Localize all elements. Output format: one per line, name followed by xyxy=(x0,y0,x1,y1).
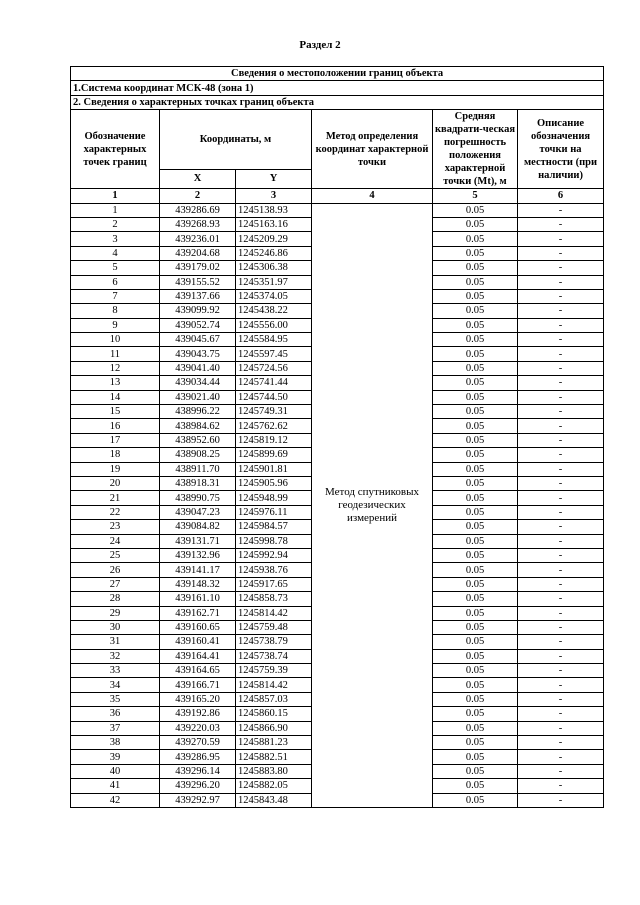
error-value: 0.05 xyxy=(433,419,518,433)
description-value: - xyxy=(518,563,604,577)
description-value: - xyxy=(518,635,604,649)
error-value: 0.05 xyxy=(433,433,518,447)
coord-x: 439164.41 xyxy=(160,649,236,663)
coord-x: 439084.82 xyxy=(160,520,236,534)
point-number: 26 xyxy=(71,563,160,577)
coord-y: 1245749.31 xyxy=(236,405,312,419)
description-value: - xyxy=(518,721,604,735)
point-number: 18 xyxy=(71,448,160,462)
error-value: 0.05 xyxy=(433,779,518,793)
coord-x: 438911.70 xyxy=(160,462,236,476)
coord-y: 1245759.39 xyxy=(236,664,312,678)
coord-x: 439166.71 xyxy=(160,678,236,692)
boundary-points-table xyxy=(70,66,604,808)
error-value: 0.05 xyxy=(433,635,518,649)
description-value: - xyxy=(518,736,604,750)
description-value: - xyxy=(518,232,604,246)
coord-y: 1245438.22 xyxy=(236,304,312,318)
error-value: 0.05 xyxy=(433,534,518,548)
description-value: - xyxy=(518,419,604,433)
point-number: 36 xyxy=(71,707,160,721)
error-value: 0.05 xyxy=(433,491,518,505)
error-value: 0.05 xyxy=(433,203,518,217)
coord-x: 439236.01 xyxy=(160,232,236,246)
col-number: 2 xyxy=(160,189,236,203)
error-value: 0.05 xyxy=(433,606,518,620)
coord-y: 1245814.42 xyxy=(236,606,312,620)
error-value: 0.05 xyxy=(433,376,518,390)
description-value: - xyxy=(518,620,604,634)
coord-x: 438952.60 xyxy=(160,433,236,447)
coord-y: 1245883.80 xyxy=(236,764,312,778)
coord-x: 439292.97 xyxy=(160,793,236,807)
coord-x: 439137.66 xyxy=(160,289,236,303)
coord-y: 1245556.00 xyxy=(236,318,312,332)
coord-y: 1245724.56 xyxy=(236,361,312,375)
description-value: - xyxy=(518,203,604,217)
point-number: 31 xyxy=(71,635,160,649)
coord-y: 1245209.29 xyxy=(236,232,312,246)
error-value: 0.05 xyxy=(433,721,518,735)
table-row xyxy=(71,203,604,217)
coord-x: 439131.71 xyxy=(160,534,236,548)
coord-y: 1245866.90 xyxy=(236,721,312,735)
coord-system: 1.Система координат МСК-48 (зона 1) xyxy=(71,81,604,95)
header-x: X xyxy=(160,169,236,188)
description-value: - xyxy=(518,505,604,519)
point-number: 1 xyxy=(71,203,160,217)
point-number: 13 xyxy=(71,376,160,390)
description-value: - xyxy=(518,361,604,375)
description-value: - xyxy=(518,779,604,793)
coord-x: 439155.52 xyxy=(160,275,236,289)
coord-x: 439052.74 xyxy=(160,318,236,332)
error-value: 0.05 xyxy=(433,793,518,807)
point-number: 5 xyxy=(71,261,160,275)
coord-y: 1245138.93 xyxy=(236,203,312,217)
point-number: 29 xyxy=(71,606,160,620)
coord-y: 1245882.05 xyxy=(236,779,312,793)
error-value: 0.05 xyxy=(433,577,518,591)
coord-y: 1245374.05 xyxy=(236,289,312,303)
description-value: - xyxy=(518,520,604,534)
point-number: 11 xyxy=(71,347,160,361)
error-value: 0.05 xyxy=(433,275,518,289)
error-value: 0.05 xyxy=(433,405,518,419)
error-value: 0.05 xyxy=(433,592,518,606)
error-value: 0.05 xyxy=(433,649,518,663)
point-number: 42 xyxy=(71,793,160,807)
coord-x: 439160.41 xyxy=(160,635,236,649)
description-value: - xyxy=(518,491,604,505)
coord-x: 439268.93 xyxy=(160,217,236,231)
coord-x: 439148.32 xyxy=(160,577,236,591)
coord-y: 1245246.86 xyxy=(236,246,312,260)
description-value: - xyxy=(518,261,604,275)
description-value: - xyxy=(518,577,604,591)
coord-x: 439286.95 xyxy=(160,750,236,764)
coord-y: 1245351.97 xyxy=(236,275,312,289)
coord-y: 1245584.95 xyxy=(236,333,312,347)
point-number: 12 xyxy=(71,361,160,375)
coord-y: 1245860.15 xyxy=(236,707,312,721)
description-value: - xyxy=(518,289,604,303)
error-value: 0.05 xyxy=(433,563,518,577)
coord-x: 438996.22 xyxy=(160,405,236,419)
description-value: - xyxy=(518,390,604,404)
description-value: - xyxy=(518,448,604,462)
error-value: 0.05 xyxy=(433,707,518,721)
coord-y: 1245917.65 xyxy=(236,577,312,591)
section-title: Раздел 2 xyxy=(299,39,341,51)
point-number: 35 xyxy=(71,692,160,706)
coord-x: 439099.92 xyxy=(160,304,236,318)
coord-x: 438908.25 xyxy=(160,448,236,462)
description-value: - xyxy=(518,707,604,721)
coord-x: 439045.67 xyxy=(160,333,236,347)
coord-x: 439296.14 xyxy=(160,764,236,778)
coord-y: 1245905.96 xyxy=(236,476,312,490)
error-value: 0.05 xyxy=(433,620,518,634)
coord-x: 439164.65 xyxy=(160,664,236,678)
coord-y: 1245744.50 xyxy=(236,390,312,404)
coord-y: 1245901.81 xyxy=(236,462,312,476)
description-value: - xyxy=(518,750,604,764)
point-number: 21 xyxy=(71,491,160,505)
error-value: 0.05 xyxy=(433,246,518,260)
coord-x: 439270.59 xyxy=(160,736,236,750)
point-number: 2 xyxy=(71,217,160,231)
description-value: - xyxy=(518,217,604,231)
coord-y: 1245741.44 xyxy=(236,376,312,390)
coord-y: 1245998.78 xyxy=(236,534,312,548)
coord-y: 1245762.62 xyxy=(236,419,312,433)
error-value: 0.05 xyxy=(433,764,518,778)
coord-y: 1245976.11 xyxy=(236,505,312,519)
error-value: 0.05 xyxy=(433,692,518,706)
point-number: 7 xyxy=(71,289,160,303)
description-value: - xyxy=(518,548,604,562)
coord-x: 439162.71 xyxy=(160,606,236,620)
coord-x: 439132.96 xyxy=(160,548,236,562)
description-value: - xyxy=(518,649,604,663)
coord-y: 1245306.38 xyxy=(236,261,312,275)
point-number: 20 xyxy=(71,476,160,490)
error-value: 0.05 xyxy=(433,664,518,678)
description-value: - xyxy=(518,333,604,347)
point-number: 41 xyxy=(71,779,160,793)
point-number: 23 xyxy=(71,520,160,534)
description-value: - xyxy=(518,405,604,419)
error-value: 0.05 xyxy=(433,476,518,490)
coord-x: 439179.02 xyxy=(160,261,236,275)
coord-y: 1245597.45 xyxy=(236,347,312,361)
table-title: Сведения о местоположении границ объекта xyxy=(71,67,604,81)
coord-y: 1245882.51 xyxy=(236,750,312,764)
points-info: 2. Сведения о характерных точках границ объекта xyxy=(71,95,604,109)
coord-y: 1245984.57 xyxy=(236,520,312,534)
coord-y: 1245948.99 xyxy=(236,491,312,505)
error-value: 0.05 xyxy=(433,261,518,275)
coord-y: 1245814.42 xyxy=(236,678,312,692)
header-y: Y xyxy=(236,169,312,188)
col-number: 4 xyxy=(312,189,433,203)
col-number: 6 xyxy=(518,189,604,203)
point-number: 32 xyxy=(71,649,160,663)
description-value: - xyxy=(518,664,604,678)
col-number: 3 xyxy=(236,189,312,203)
coord-x: 439043.75 xyxy=(160,347,236,361)
coord-x: 438990.75 xyxy=(160,491,236,505)
point-number: 40 xyxy=(71,764,160,778)
coord-x: 438918.31 xyxy=(160,476,236,490)
header-point: Обозначение характерных точек границ xyxy=(71,110,160,189)
point-number: 28 xyxy=(71,592,160,606)
error-value: 0.05 xyxy=(433,289,518,303)
description-value: - xyxy=(518,678,604,692)
point-number: 14 xyxy=(71,390,160,404)
description-value: - xyxy=(518,433,604,447)
point-number: 6 xyxy=(71,275,160,289)
coord-x: 439220.03 xyxy=(160,721,236,735)
point-number: 27 xyxy=(71,577,160,591)
description-value: - xyxy=(518,534,604,548)
point-number: 22 xyxy=(71,505,160,519)
description-value: - xyxy=(518,347,604,361)
point-number: 37 xyxy=(71,721,160,735)
error-value: 0.05 xyxy=(433,750,518,764)
point-number: 33 xyxy=(71,664,160,678)
description-value: - xyxy=(518,476,604,490)
coord-y: 1245858.73 xyxy=(236,592,312,606)
error-value: 0.05 xyxy=(433,548,518,562)
coord-x: 438984.62 xyxy=(160,419,236,433)
description-value: - xyxy=(518,692,604,706)
coord-y: 1245857.03 xyxy=(236,692,312,706)
error-value: 0.05 xyxy=(433,217,518,231)
description-value: - xyxy=(518,606,604,620)
coord-x: 439047.23 xyxy=(160,505,236,519)
description-value: - xyxy=(518,462,604,476)
coord-x: 439161.10 xyxy=(160,592,236,606)
coord-y: 1245899.69 xyxy=(236,448,312,462)
point-number: 10 xyxy=(71,333,160,347)
point-number: 25 xyxy=(71,548,160,562)
error-value: 0.05 xyxy=(433,361,518,375)
point-number: 15 xyxy=(71,405,160,419)
coord-y: 1245843.48 xyxy=(236,793,312,807)
point-number: 34 xyxy=(71,678,160,692)
point-number: 39 xyxy=(71,750,160,764)
coord-x: 439296.20 xyxy=(160,779,236,793)
coord-x: 439141.17 xyxy=(160,563,236,577)
error-value: 0.05 xyxy=(433,448,518,462)
description-value: - xyxy=(518,304,604,318)
error-value: 0.05 xyxy=(433,304,518,318)
description-value: - xyxy=(518,275,604,289)
error-value: 0.05 xyxy=(433,520,518,534)
coord-x: 439034.44 xyxy=(160,376,236,390)
point-number: 16 xyxy=(71,419,160,433)
coord-x: 439192.86 xyxy=(160,707,236,721)
point-number: 3 xyxy=(71,232,160,246)
point-number: 24 xyxy=(71,534,160,548)
coord-y: 1245938.76 xyxy=(236,563,312,577)
header-coords: Координаты, м xyxy=(160,110,312,170)
coord-y: 1245163.16 xyxy=(236,217,312,231)
error-value: 0.05 xyxy=(433,232,518,246)
description-value: - xyxy=(518,592,604,606)
description-value: - xyxy=(518,246,604,260)
error-value: 0.05 xyxy=(433,462,518,476)
error-value: 0.05 xyxy=(433,736,518,750)
description-value: - xyxy=(518,376,604,390)
coord-y: 1245738.79 xyxy=(236,635,312,649)
coord-y: 1245738.74 xyxy=(236,649,312,663)
coord-y: 1245759.48 xyxy=(236,620,312,634)
error-value: 0.05 xyxy=(433,505,518,519)
description-value: - xyxy=(518,793,604,807)
point-number: 8 xyxy=(71,304,160,318)
coord-y: 1245992.94 xyxy=(236,548,312,562)
header-method: Метод определения координат характерной точки xyxy=(312,110,433,189)
error-value: 0.05 xyxy=(433,390,518,404)
coord-x: 439165.20 xyxy=(160,692,236,706)
coord-x: 439041.40 xyxy=(160,361,236,375)
method-cell: Метод спутниковых геодезических измерений xyxy=(312,203,433,807)
point-number: 4 xyxy=(71,246,160,260)
error-value: 0.05 xyxy=(433,318,518,332)
description-value: - xyxy=(518,318,604,332)
coord-y: 1245819.12 xyxy=(236,433,312,447)
error-value: 0.05 xyxy=(433,678,518,692)
point-number: 17 xyxy=(71,433,160,447)
header-error: Средняя квадрати-ческая погрешность положения характерной точки (Mt), м xyxy=(433,110,518,189)
coord-x: 439204.68 xyxy=(160,246,236,260)
header-description: Описание обозначения точки на местности (при наличии) xyxy=(518,110,604,189)
point-number: 38 xyxy=(71,736,160,750)
point-number: 30 xyxy=(71,620,160,634)
col-number: 1 xyxy=(71,189,160,203)
coord-x: 439021.40 xyxy=(160,390,236,404)
point-number: 9 xyxy=(71,318,160,332)
col-number: 5 xyxy=(433,189,518,203)
coord-x: 439160.65 xyxy=(160,620,236,634)
error-value: 0.05 xyxy=(433,347,518,361)
coord-y: 1245881.23 xyxy=(236,736,312,750)
point-number: 19 xyxy=(71,462,160,476)
description-value: - xyxy=(518,764,604,778)
error-value: 0.05 xyxy=(433,333,518,347)
coord-x: 439286.69 xyxy=(160,203,236,217)
